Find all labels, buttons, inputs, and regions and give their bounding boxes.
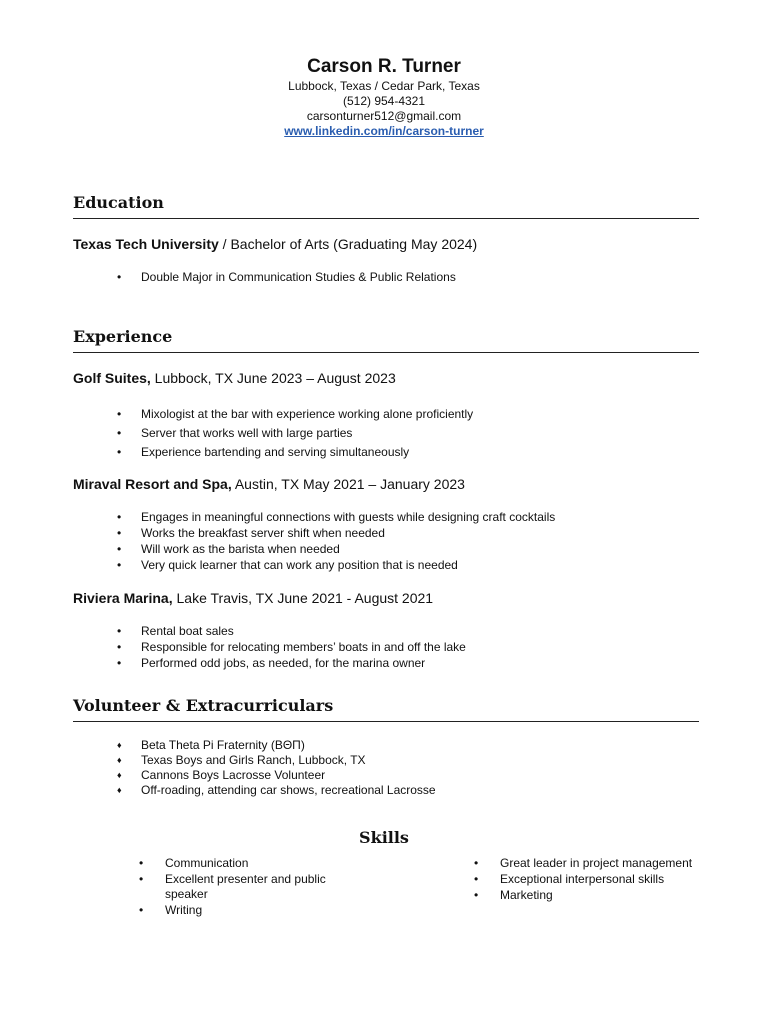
experience-heading: Experience	[73, 326, 699, 353]
list-item: • Mixologist at the bar with experience working alone proficiently	[117, 405, 473, 424]
education-list	[117, 270, 456, 285]
list-item: • Works the breakfast server shift when needed	[117, 525, 555, 541]
volunteer-heading: Volunteer & Extracurriculars	[73, 695, 699, 722]
resume-header	[0, 55, 768, 139]
education-heading: Education	[73, 192, 699, 219]
job-bullets-riviera	[117, 623, 466, 671]
location-text: Lubbock, Texas / Cedar Park, Texas	[288, 79, 480, 93]
skills-list-right	[474, 856, 694, 904]
list-item: • Experience bartending and serving simultaneously	[117, 443, 473, 462]
candidate-name: Carson R. Turner	[307, 56, 461, 77]
list-item: • Double Major in Communication Studies & Public Relations	[117, 270, 456, 285]
list-item: • Writing	[139, 903, 369, 918]
job-title-riviera	[73, 589, 433, 607]
list-item: ♦ Off-roading, attending car shows, recreational Lacrosse	[117, 783, 436, 798]
list-item: • Excellent presenter and public speaker	[139, 872, 369, 902]
list-item: • Rental boat sales	[117, 623, 466, 639]
list-item: • Communication	[139, 856, 369, 871]
list-item: • Great leader in project management	[474, 856, 694, 871]
list-item: • Will work as the barista when needed	[117, 541, 555, 557]
list-item: ♦ Beta Theta Pi Fraternity (ΒΘΠ)	[117, 738, 436, 753]
list-item: ♦ Cannons Boys Lacrosse Volunteer	[117, 768, 436, 783]
list-item: • Exceptional interpersonal skills	[474, 872, 694, 887]
list-item: • Engages in meaningful connections with guests while designing craft cocktails	[117, 509, 555, 525]
employer-name: Riviera Marina,	[73, 590, 173, 606]
list-item: • Marketing	[474, 888, 694, 903]
volunteer-list	[117, 738, 436, 798]
phone-text: (512) 954-4321	[342, 94, 426, 108]
job-details: Austin, TX May 2021 – January 2023	[231, 476, 465, 492]
school-name: Texas Tech University	[73, 236, 219, 252]
job-details: Lubbock, TX June 2023 – August 2023	[150, 370, 396, 386]
job-bullets-miraval	[117, 509, 555, 573]
skills-list-left	[139, 856, 369, 919]
linkedin-link[interactable]: www.linkedin.com/in/carson-turner	[284, 124, 484, 138]
employer-name: Golf Suites,	[73, 370, 151, 386]
list-item: • Responsible for relocating members’ boats in and off the lake	[117, 639, 466, 655]
job-details: Lake Travis, TX June 2021 - August 2021	[172, 590, 434, 606]
employer-name: Miraval Resort and Spa,	[73, 476, 232, 492]
education-entry	[73, 235, 477, 253]
list-item: • Very quick learner that can work any position that is needed	[117, 557, 555, 573]
skills-heading: Skills	[359, 828, 409, 847]
degree-text: / Bachelor of Arts (Graduating May 2024)	[218, 236, 478, 252]
list-item: • Performed odd jobs, as needed, for the marina owner	[117, 655, 466, 671]
list-item: ♦ Texas Boys and Girls Ranch, Lubbock, TX	[117, 753, 436, 768]
job-title-golf-suites	[73, 369, 396, 387]
job-bullets-golf-suites	[117, 405, 473, 462]
job-title-miraval	[73, 475, 465, 493]
list-item: • Server that works well with large parties	[117, 424, 473, 443]
email-text: carsonturner512@gmail.com	[306, 109, 462, 123]
